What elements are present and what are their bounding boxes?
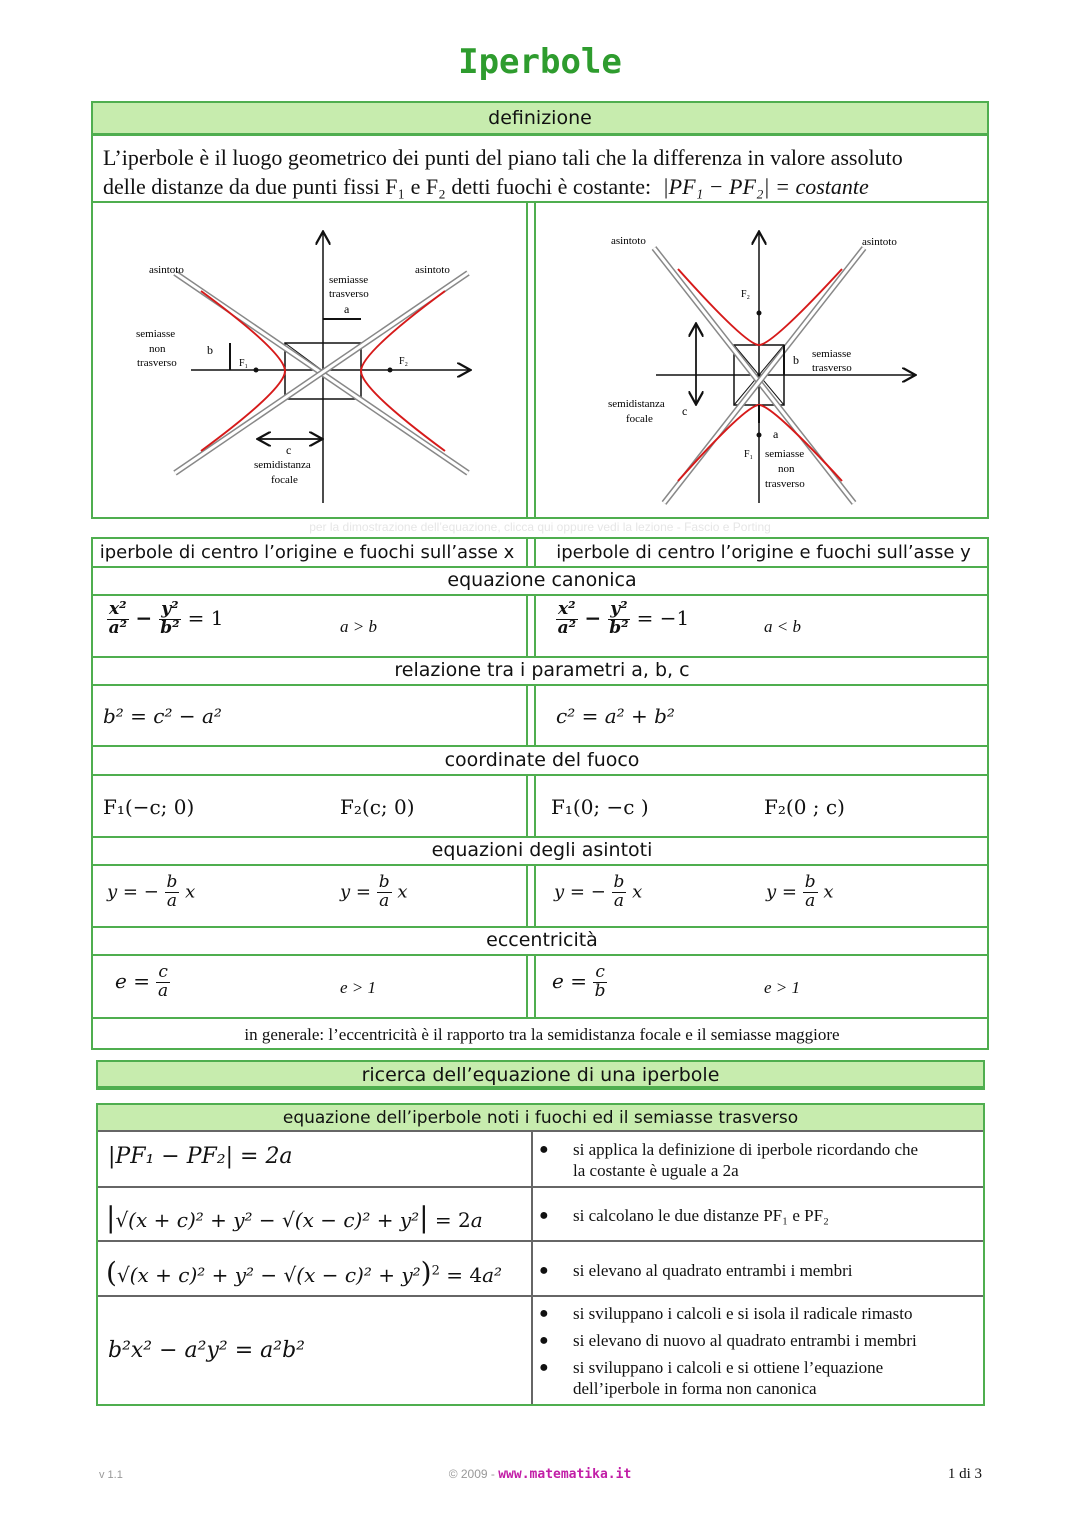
ecc-x-cond: e > 1	[340, 978, 377, 997]
f1-label: F₁	[239, 358, 249, 369]
definition-text	[103, 143, 903, 201]
section-relation: relazione tra i parametri a, b, c	[394, 659, 690, 681]
asintoto-label: asintoto	[611, 235, 646, 247]
section-asymptotes: equazioni degli asintoti	[431, 839, 653, 861]
step-3: ● si elevano al quadrato entrambi i membri	[539, 1261, 853, 1280]
asymptote-y-pos: y = $\frac{b}{a}$ x	[766, 872, 834, 911]
page-title: Iperbole	[458, 42, 622, 82]
semidistanza-focale-label: focale	[626, 413, 653, 425]
semiasse-non-trasverso-label: non	[149, 343, 166, 355]
faded-note[interactable]: per la dimostrazione dell’equazione, clicca qui oppure vedi la lezione - Fascio e Porting	[309, 520, 771, 534]
semiasse-trasverso-label: semiasse	[812, 348, 852, 360]
row-divider	[98, 1130, 983, 1132]
copyright-label: © 2009 -	[448, 1467, 495, 1481]
relation-x: b² = c² − a²	[103, 704, 222, 728]
asintoto-label: asintoto	[862, 236, 897, 248]
row-divider	[93, 684, 987, 686]
semidistanza-focale-label: focale	[271, 474, 298, 486]
step-4-line: si sviluppano i calcoli e si ottiene l’equazione	[573, 1358, 884, 1377]
definition-line2: delle distanze da due punti fissi F₁ e F₂ detti fuochi è costante:	[103, 174, 652, 199]
focus-y-f1: F₁(0; −c )	[551, 795, 649, 819]
step-4-line: dell’iperbole in forma non canonica	[573, 1379, 817, 1398]
c-label: c	[286, 443, 292, 457]
search-table	[96, 1103, 985, 1406]
f2-label: F₂	[399, 356, 409, 367]
relation-y: c² = a² + b²	[556, 704, 675, 728]
row-divider	[93, 656, 987, 658]
col-divider	[526, 594, 528, 656]
asymptote-x-pos: y = $\frac{b}{a}$ x	[340, 872, 408, 911]
step-4-line: si sviluppano i calcoli e si isola il radicale rimasto	[573, 1304, 913, 1323]
col-divider	[526, 954, 528, 1017]
col-divider	[531, 1130, 533, 1404]
semidistanza-focale-label: semidistanza	[608, 398, 665, 410]
col-divider	[526, 864, 528, 926]
step-1-line: la costante è uguale a 2a	[573, 1161, 739, 1180]
step-3-line: si elevano al quadrato entrambi i membri	[573, 1261, 853, 1280]
col-divider	[534, 684, 536, 745]
row-divider	[93, 745, 987, 747]
semiasse-non-trasverso-label: semiasse	[136, 328, 176, 340]
ecc-y: e = $\frac{c}{b}$	[552, 962, 606, 1001]
b-label: b	[207, 343, 213, 357]
focus-y-f2: F₂(0 ; c)	[764, 795, 845, 819]
canonical-rhs-x: = 1	[187, 605, 224, 630]
row-divider	[93, 926, 987, 928]
semiasse-trasverso-label: semiasse	[329, 274, 369, 286]
diagram-divider-a	[526, 201, 528, 517]
col-divider	[526, 539, 528, 566]
semiasse-non-trasverso-label: semiasse	[765, 448, 805, 460]
b-label: b	[793, 353, 799, 367]
col-divider	[534, 774, 536, 836]
ecc-x: e = $\frac{c}{a}$	[115, 962, 169, 1001]
col-header-y: iperbole di centro l’origine e fuochi sull’asse y	[556, 542, 971, 563]
a-label: a	[344, 302, 350, 316]
semiasse-non-trasverso-label: trasverso	[765, 478, 805, 490]
semiasse-trasverso-label: trasverso	[329, 288, 369, 300]
col-divider	[526, 684, 528, 745]
squared-formula: $(√(x + c)^2 + y^2 - √(x - c)^2 + y^2)^2 = 4a^2$	[106, 1256, 503, 1289]
canonical-eq-x: $\frac{\text{x²}}{\text{a²}}$ − $\frac{\text{y²}}{\text{b²}}$ = 1	[108, 599, 224, 638]
step-1-line: si applica la definizione di iperbole ricordando che	[573, 1140, 919, 1159]
search-header	[96, 1060, 985, 1090]
col-header-x: iperbole di centro l’origine e fuochi sull’asse x	[99, 542, 515, 563]
row-divider	[98, 1186, 983, 1188]
hyperbola-y-diagram	[536, 203, 987, 517]
non-canonical-equation: b²x² − a²y² = a²b²	[108, 1338, 305, 1363]
col-divider	[534, 594, 536, 656]
row-divider	[93, 836, 987, 838]
f2-label: F₂	[741, 289, 751, 300]
canonical-eq-y: $\frac{\text{x²}}{\text{a²}}$ − $\frac{\text{y²}}{\text{b²}}$ = −1	[557, 599, 690, 638]
asintoto-label: asintoto	[415, 264, 450, 276]
a-label: a	[773, 427, 779, 441]
semiasse-non-trasverso-label: non	[778, 463, 795, 475]
row-divider	[98, 1295, 983, 1297]
properties-table	[91, 537, 989, 1050]
semiasse-trasverso-label: trasverso	[812, 362, 852, 374]
row-divider	[93, 1017, 987, 1019]
semiasse-non-trasverso-label: trasverso	[137, 357, 177, 369]
definition-formula: |PF₁ − PF₂| = costante	[662, 174, 869, 199]
row-divider	[93, 566, 987, 568]
row-divider	[93, 864, 987, 866]
asintoto-label: asintoto	[149, 264, 184, 276]
focus-x-f2: F₂(c; 0)	[340, 795, 415, 819]
search-subheader: equazione dell’iperbole noti i fuochi ed il semiasse trasverso	[98, 1105, 983, 1130]
focus-x-f1: F₁(−c; 0)	[103, 795, 195, 819]
step-4: ● si sviluppano i calcoli e si isola il radicale rimasto ● si elevano di nuovo al quadrato entrambi i membri ● si sviluppano i calcoli e si ottiene l’equazione dell’iperbole in forma non canonica	[539, 1304, 917, 1398]
row-divider	[93, 954, 987, 956]
canonical-cond-x: a > b	[340, 617, 377, 636]
step-2-line: si calcolano le due distanze PF₁ e PF₂	[573, 1206, 829, 1225]
section-focus: coordinate del fuoco	[444, 749, 640, 771]
section-eccentricity: eccentricità	[486, 929, 598, 951]
c-label: c	[682, 404, 688, 418]
asymptote-y-neg: y = − $\frac{b}{a}$ x	[554, 872, 643, 911]
f1-label: F₁	[744, 449, 754, 460]
hyperbola-x-diagram	[93, 203, 525, 517]
row-divider	[98, 1240, 983, 1242]
step-4-line: si elevano di nuovo al quadrato entrambi i membri	[573, 1331, 917, 1350]
col-divider	[534, 539, 536, 566]
version-label: v 1.1	[99, 1469, 123, 1481]
site-link[interactable]: www.matematika.it	[498, 1467, 632, 1482]
page-number: 1 di 3	[947, 1466, 982, 1482]
step-2: ● si calcolano le due distanze PF₁ e PF₂	[539, 1206, 829, 1225]
definition-formula-2a: |PF₁ − PF₂| = 2a	[108, 1144, 293, 1169]
asymptote-x-neg: y = − $\frac{b}{a}$ x	[107, 872, 196, 911]
ecc-general-note: in generale: l’eccentricità è il rapporto tra la semidistanza focale e il semiasse maggiore	[244, 1025, 840, 1044]
row-divider	[93, 594, 987, 596]
semidistanza-focale-label: semidistanza	[254, 459, 311, 471]
definition-box	[91, 101, 989, 519]
row-divider	[93, 774, 987, 776]
canonical-cond-y: a < b	[764, 617, 801, 636]
ecc-y-cond: e > 1	[764, 978, 801, 997]
footer-credit	[0, 1467, 1080, 1482]
definition-line1: L’iperbole è il luogo geometrico dei punti del piano tali che la differenza in valore assoluto	[103, 145, 903, 170]
search-header-text: ricerca dell’equazione di una iperbole	[361, 1064, 720, 1086]
col-divider	[534, 864, 536, 926]
section-canonical: equazione canonica	[447, 569, 637, 591]
definition-header: definizione	[93, 103, 987, 136]
col-divider	[534, 954, 536, 1017]
canonical-rhs-y: = −1	[636, 605, 690, 630]
col-divider	[526, 774, 528, 836]
distances-formula: |√(x + c)² + y² − √(x − c)² + y²| = 2a	[106, 1201, 483, 1234]
step-1: ● si applica la definizione di iperbole ricordando che la costante è uguale a 2a	[539, 1140, 919, 1180]
